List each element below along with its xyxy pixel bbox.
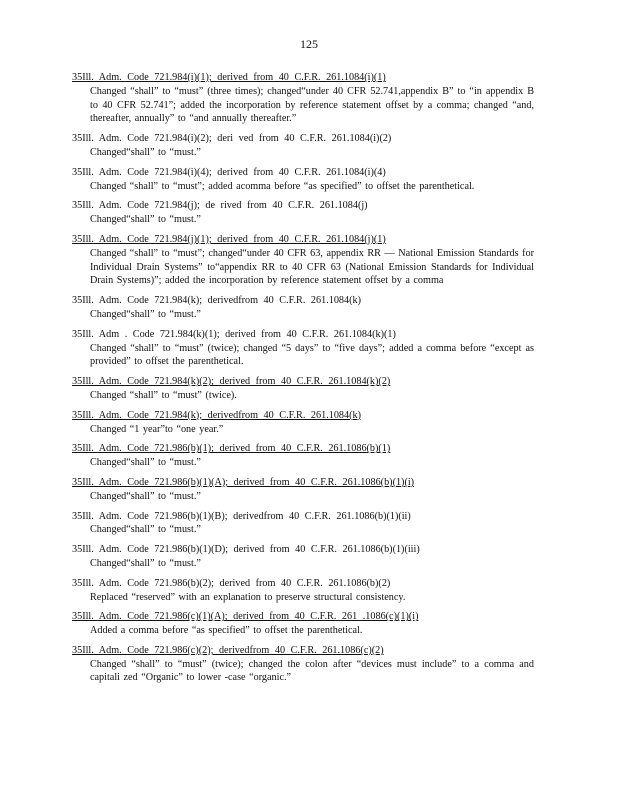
revision-note (72, 328, 534, 369)
note-citation: 35Ill. Adm. Code 721.984(j)(1); derived from 40 C.F.R. 261.1084(j)(1) (72, 233, 386, 245)
note-citation: 35Ill. Adm. Code 721.984(k)(2); derived from 40 C.F.R. 261.1084(k)(2) (72, 376, 391, 388)
note-citation: 35Ill. Adm. Code 721.984(k); derivedfrom 40 C.F.R. 261.1084(k) (72, 295, 361, 307)
note-change-description: Added a comma before “as specified” to offset the parenthetical. (90, 625, 363, 637)
note-change-description: Changed “1 year”to “one year.” (90, 423, 224, 435)
note-change-description: Changed“shall” to “must.” (90, 490, 201, 502)
note-change-description: Changed“shall” to “must.” (90, 308, 201, 320)
revision-note (72, 409, 534, 437)
note-change-description: Changed“shall” to “must.” (90, 146, 201, 158)
revision-note (72, 510, 534, 538)
note-citation: 35Ill. Adm. Code 721.986(b)(1)(D); derived from 40 C.F.R. 261.1086(b)(1)(iii) (72, 544, 420, 556)
note-change-description: Changed“shall” to “must.” (90, 524, 201, 536)
note-citation: 35Ill. Adm. Code 721.986(c)(2); derivedfrom 40 C.F.R. 261.1086(c)(2) (72, 644, 384, 656)
revision-note (72, 375, 534, 403)
page-number: 125 (300, 37, 318, 51)
note-change-description: Changed“shall” to “must.” (90, 457, 201, 469)
revision-note (72, 132, 534, 160)
note-citation: 35Ill. Adm. Code 721.986(b)(2); derived from 40 C.F.R. 261.1086(b)(2) (72, 577, 391, 589)
note-citation: 35Ill. Adm. Code 721.984(i)(1); derived from 40 C.F.R. 261.1084(i)(1) (72, 72, 386, 83)
note-citation: 35Ill. Adm. Code 721.986(b)(1); derived from 40 C.F.R. 261.1086(b)(1) (72, 443, 391, 455)
note-change-description: Replaced “reserved” with an explanation to preserve structural consistency. (90, 591, 406, 603)
revision-note (72, 71, 534, 126)
note-citation: 35Ill. Adm . Code 721.984(k)(1); derived from 40 C.F.R. 261.1084(k)(1) (72, 328, 396, 340)
note-citation: 35Ill. Adm. Code 721.984(i)(4); derived from 40 C.F.R. 261.1084(i)(4) (72, 166, 386, 178)
revision-note (72, 233, 534, 288)
note-citation: 35Ill. Adm. Code 721.984(k); derivedfrom 40 C.F.R. 261.1084(k) (72, 409, 361, 421)
revision-note (72, 577, 534, 605)
note-change-description: Changed“shall” to “must.” (90, 557, 201, 569)
revision-note (72, 644, 534, 685)
note-citation: 35Ill. Adm. Code 721.986(b)(1)(B); derivedfrom 40 C.F.R. 261.1086(b)(1)(ii) (72, 510, 411, 522)
revision-note (72, 610, 534, 638)
note-change-description: Changed “shall” to “must”; changed“under 40 CFR 63, appendix RR — National Emission Standards for Individual Drain Systems” to“appendix RR to 40 CFR 63 (National Emission Standards for Individual Drain Systems)”; added the incorporation by reference statement offset by a comma (90, 247, 534, 287)
note-change-description: Changed “shall” to “must” (twice). (90, 389, 237, 401)
note-citation: 35Ill. Adm. Code 721.984(j); de rived from 40 C.F.R. 261.1084(j) (72, 200, 368, 212)
note-change-description: Changed “shall” to “must”; added acomma before “as specified” to offset the parenthetical. (90, 180, 475, 192)
revision-note (72, 199, 534, 227)
note-change-description: Changed “shall” to “must” (three times); changed“under 40 CFR 52.741,appendix B” to “in appendix B to 40 CFR 52.741”; added the incorporation by reference statement offset by a comma; changed “and, thereafter, annually” to “and annually thereafter.” (90, 85, 534, 125)
revision-note (72, 442, 534, 470)
note-change-description: Changed“shall” to “must.” (90, 214, 201, 226)
note-citation: 35Ill. Adm. Code 721.986(b)(1)(A); derived from 40 C.F.R. 261.1086(b)(1)(i) (72, 476, 415, 488)
revision-note (72, 166, 534, 194)
note-change-description: Changed “shall” to “must” (twice); changed the colon after “devices must include” to a comma and capitali zed “Organic” to lower -case “organic.” (90, 658, 534, 684)
note-change-description: Changed “shall” to “must” (twice); changed “5 days” to “five days”; added a comma before “except as provided” to offset the parenthetical. (90, 342, 534, 368)
note-citation: 35Ill. Adm. Code 721.984(i)(2); deri ved from 40 C.F.R. 261.1084(i)(2) (72, 133, 392, 145)
revision-notes (72, 71, 534, 691)
revision-note (72, 543, 534, 571)
note-citation: 35Ill. Adm. Code 721.986(c)(1)(A); derived from 40 C.F.R. 261 .1086(c)(1)(i) (72, 611, 419, 623)
revision-note (72, 294, 534, 322)
revision-note (72, 476, 534, 504)
